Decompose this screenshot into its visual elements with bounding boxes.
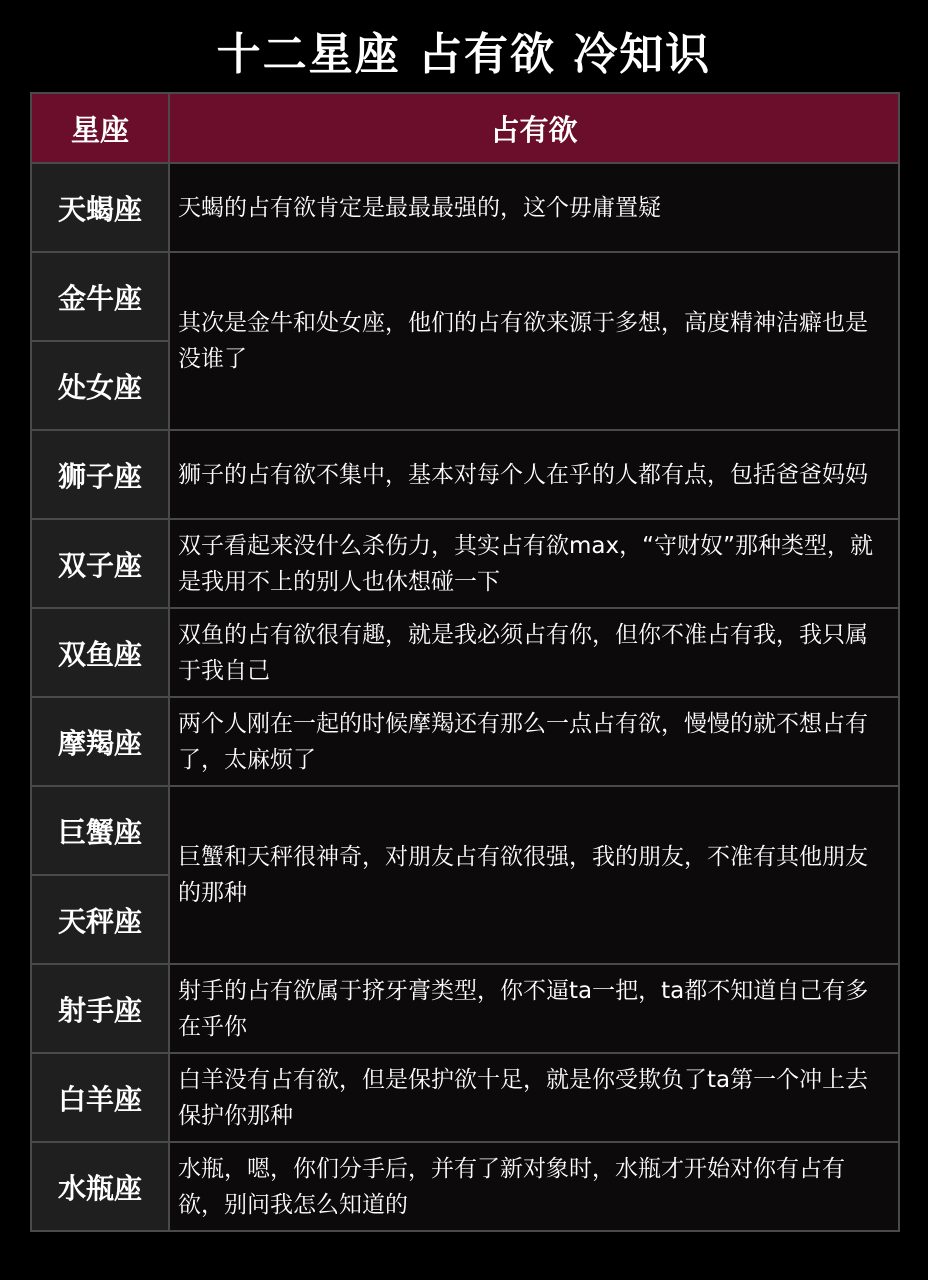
description-cell: 双子看起来没什么杀伤力，其实占有欲max，“守财奴”那种类型，就是我用不上的别人也休想碰一下 <box>169 519 899 608</box>
sign-cell: 狮子座 <box>31 430 169 519</box>
sign-cell: 处女座 <box>31 341 169 430</box>
sign-cell: 摩羯座 <box>31 697 169 786</box>
table-row <box>31 786 899 875</box>
header-possessiveness: 占有欲 <box>169 93 899 163</box>
sign-cell: 射手座 <box>31 964 169 1053</box>
table-row <box>31 430 899 519</box>
sign-cell: 水瓶座 <box>31 1142 169 1231</box>
description-cell: 其次是金牛和处女座，他们的占有欲来源于多想，高度精神洁癖也是没谁了 <box>169 252 899 430</box>
table-row <box>31 519 899 608</box>
table-row <box>31 163 899 252</box>
sign-cell: 金牛座 <box>31 252 169 341</box>
sign-cell: 巨蟹座 <box>31 786 169 875</box>
description-cell: 射手的占有欲属于挤牙膏类型，你不逼ta一把，ta都不知道自己有多在乎你 <box>169 964 899 1053</box>
description-cell: 双鱼的占有欲很有趣，就是我必须占有你，但你不准占有我，我只属于我自己 <box>169 608 899 697</box>
description-cell: 白羊没有占有欲，但是保护欲十足，就是你受欺负了ta第一个冲上去保护你那种 <box>169 1053 899 1142</box>
table-row <box>31 964 899 1053</box>
sign-cell: 白羊座 <box>31 1053 169 1142</box>
table-row <box>31 1142 899 1231</box>
table-row <box>31 1053 899 1142</box>
table-row <box>31 608 899 697</box>
description-cell: 天蝎的占有欲肯定是最最最强的，这个毋庸置疑 <box>169 163 899 252</box>
sign-cell: 双鱼座 <box>31 608 169 697</box>
description-cell: 两个人刚在一起的时候摩羯还有那么一点占有欲，慢慢的就不想占有了，太麻烦了 <box>169 697 899 786</box>
table-header-row <box>31 93 899 163</box>
description-cell: 狮子的占有欲不集中，基本对每个人在乎的人都有点，包括爸爸妈妈 <box>169 430 899 519</box>
sign-cell: 双子座 <box>31 519 169 608</box>
table-row <box>31 697 899 786</box>
sign-cell: 天秤座 <box>31 875 169 964</box>
description-cell: 巨蟹和天秤很神奇，对朋友占有欲很强，我的朋友，不准有其他朋友的那种 <box>169 786 899 964</box>
zodiac-table <box>30 92 900 1232</box>
table-row <box>31 252 899 341</box>
description-cell: 水瓶，嗯，你们分手后，并有了新对象时，水瓶才开始对你有占有欲，别问我怎么知道的 <box>169 1142 899 1231</box>
header-sign: 星座 <box>31 93 169 163</box>
sign-cell: 天蝎座 <box>31 163 169 252</box>
page-title: 十二星座 占有欲 冷知识 <box>216 29 712 80</box>
